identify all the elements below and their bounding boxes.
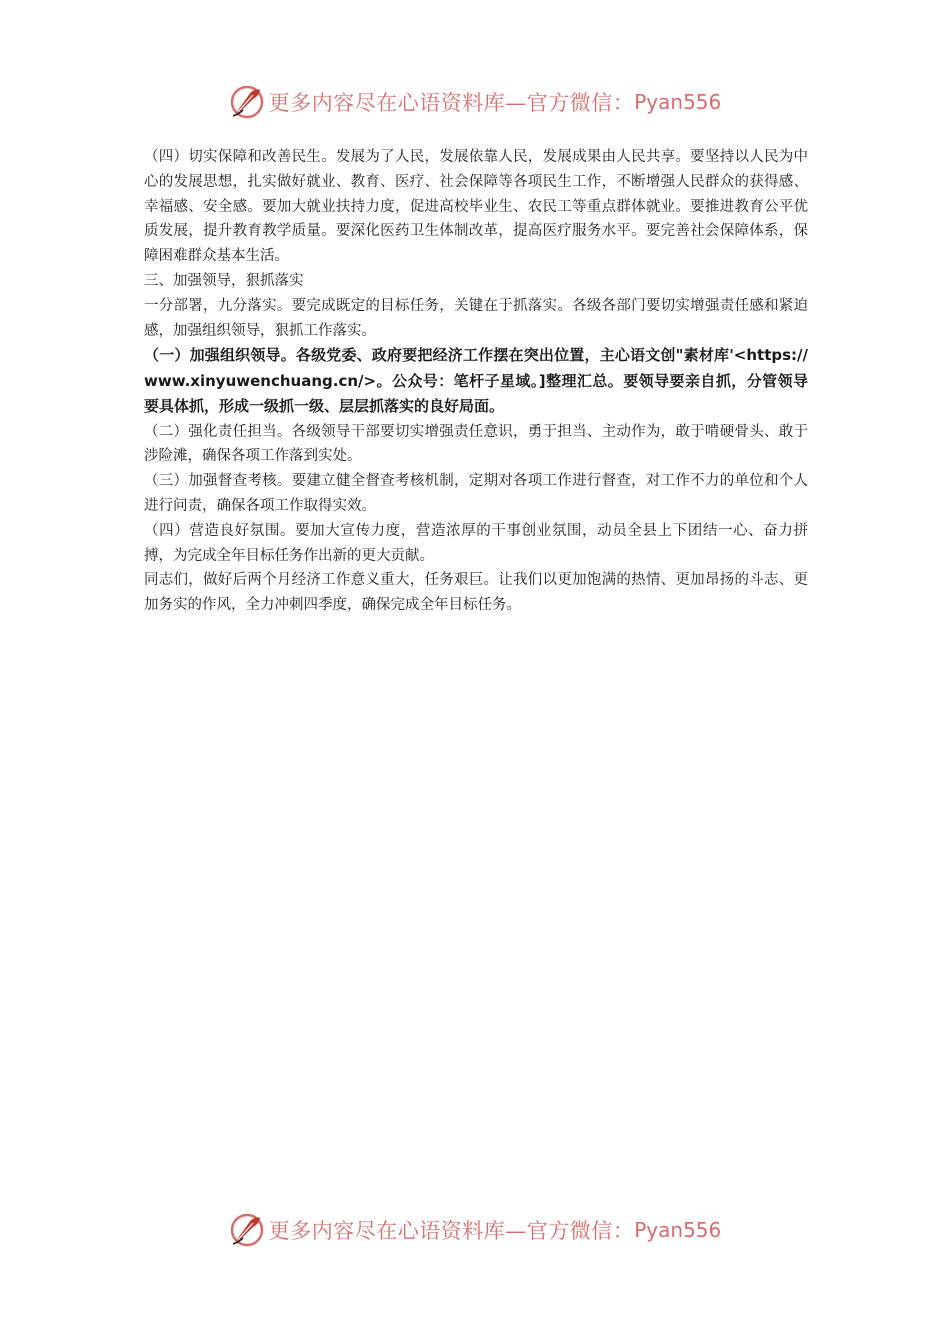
section-heading-3: 三、加强领导，狠抓落实 (144, 272, 304, 289)
paragraph-livelihood: （四）切实保障和改善民生。发展为了人民，发展依靠人民，发展成果由人民共享。要坚持以人民为中心的发展思想，扎实做好就业、教育、医疗、社会保障等各项民生工作，不断增强人民群众的获得感、幸福感、安全感。要加大就业扶持力度，促进高校毕业生、农民工等重点群体就业。要推进教育公平优质发展，提升教育教学质量。要深化医药卫生体制改革，提高医疗服务水平。要完善社会保障体系，保障困难群众基本生活。 (144, 149, 808, 265)
banner-text: 更多内容尽在心语资料库—官方微信： (268, 91, 635, 115)
quill-pen-logo-icon (229, 1212, 265, 1248)
paragraph-leadership: （一）加强组织领导。各级党委、政府要把经济工作摆在突出位置，主心语文创"素材库'<https://www.xinyuwenchuang.cn/>。公众号：笔杆子星域。]整理汇总。要领导要亲自抓，分管领导要具体抓，形成一级抓一级、层层抓落实的良好局面。 (144, 346, 808, 416)
paragraph-implementation: 一分部署，九分落实。要完成既定的目标任务，关键在于抓落实。各级各部门要切实增强责任感和紧迫感，加强组织领导，狠抓工作落实。 (144, 297, 808, 339)
banner-text: 更多内容尽在心语资料库—官方微信： (268, 1219, 635, 1243)
wechat-handle: Pyan556 (634, 90, 722, 114)
paragraph-supervision: （三）加强督查考核。要建立健全督查考核机制，定期对各项工作进行督查，对工作不力的单位和个人进行问责，确保各项工作取得实效。 (144, 473, 808, 514)
document-body (144, 145, 808, 618)
paragraph-atmosphere: （四）营造良好氛围。要加大宣传力度，营造浓厚的干事创业氛围，动员全县上下团结一心、奋力拼搏，为完成全年目标任务作出新的更大贡献。 (144, 522, 808, 564)
footer-banner (0, 1208, 950, 1252)
header-banner (0, 80, 950, 124)
paragraph-responsibility: （二）强化责任担当。各级领导干部要切实增强责任意识，勇于担当、主动作为，敢于啃硬骨头、敢于涉险滩，确保各项工作落到实处。 (144, 423, 808, 465)
paragraph-closing: 同志们，做好后两个月经济工作意义重大，任务艰巨。让我们以更加饱满的热情、更加昂扬的斗志、更加务实的作风，全力冲刺四季度，确保完成全年目标任务。 (144, 572, 808, 614)
quill-pen-logo-icon (229, 84, 265, 120)
wechat-handle: Pyan556 (634, 1218, 722, 1242)
